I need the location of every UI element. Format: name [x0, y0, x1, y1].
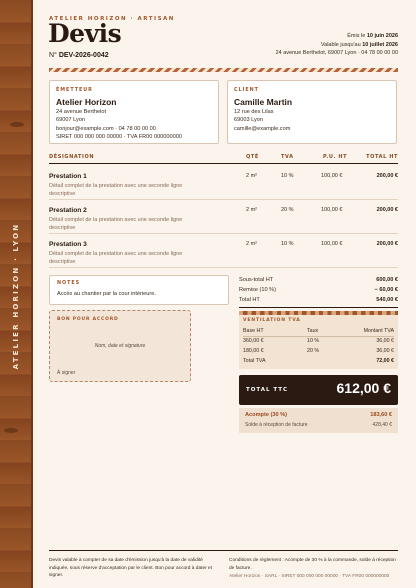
footer-validity-text: Devis valable à compter de sa date d'émission jusqu'à la date de validité indiquée, sous réserve d'acceptation par le client. Bon pour accord à dater et signer. [49, 558, 213, 578]
quote-meta [276, 32, 398, 58]
footer-payment-terms: Conditions de règlement : Acompte de 30 % à la commande, solde à réception de facture. [229, 558, 396, 571]
item-description: Détail complet de la prestation avec une seconde ligne descriptive [49, 251, 183, 265]
quote-number [49, 52, 109, 59]
item-unit-price: 100,00 € [321, 207, 343, 213]
quote-number-prefix: N° [49, 52, 57, 59]
item-description: Détail complet de la prestation avec une seconde ligne descriptive [49, 183, 183, 197]
client-label: CLIENT [234, 88, 259, 93]
issuer-line: bonjour@example.com · 04 78 00 00 00 [56, 125, 156, 132]
vat-row [243, 348, 394, 357]
item-tva: 10 % [281, 241, 294, 247]
sidebar-label: ATELIER HORIZON · LYON [12, 222, 20, 370]
notes-box [49, 275, 229, 305]
valid-date: 10 juillet 2026 [362, 41, 398, 48]
vat-amount: 36,00 € [376, 348, 394, 354]
deposit-label: Acompte (30 %) [245, 412, 287, 418]
vat-total-value: 72,00 € [376, 358, 394, 364]
client-card [227, 80, 397, 144]
vat-col-amount: Montant TVA [363, 328, 394, 334]
col-unit-price: P.U. HT [323, 154, 348, 160]
item-name: Prestation 3 [49, 241, 87, 248]
signature-hint: Nom, date et signature [94, 343, 146, 349]
client-line: 12 rue des Lilas [234, 109, 274, 115]
wood-sidebar [0, 0, 33, 588]
col-tva: TVA [281, 154, 294, 160]
item-total: 200,00 € [376, 207, 398, 213]
item-unit-price: 100,00 € [321, 241, 343, 247]
vat-breakdown [239, 311, 398, 369]
vat-rate: 10 % [307, 338, 320, 344]
issuer-line: SIRET 000 000 000 00000 · TVA FR00 000000000 [56, 134, 182, 141]
issuer-address-line: 24 avenue Berthelot, 69007 Lyon · 04 78 00 00 00 [275, 50, 398, 56]
item-qty: 2 m² [246, 173, 257, 179]
deposit-value: 183,60 € [370, 412, 392, 418]
vat-col-rate: Taux [307, 328, 319, 334]
discount-value: − 60,00 € [374, 287, 398, 293]
item-tva: 10 % [281, 173, 294, 179]
subtotal-line [239, 277, 398, 287]
footer-payment [229, 557, 398, 581]
deposit-row [245, 412, 392, 421]
signature-label: BON POUR ACCORD [57, 317, 119, 322]
item-name: Prestation 2 [49, 207, 87, 214]
vat-divider [243, 336, 394, 337]
footer [49, 550, 398, 579]
vat-base: 360,00 € [243, 338, 264, 344]
item-name: Prestation 1 [49, 173, 87, 180]
striped-divider [49, 68, 398, 72]
issuer-line: 69007 Lyon [56, 117, 86, 124]
discount-label: Remise (10 %) [239, 287, 276, 293]
col-total: TOTAL HT [366, 154, 398, 160]
quote-document [49, 0, 398, 588]
issued-date: 10 juin 2026 [366, 33, 398, 39]
item-tva: 20 % [281, 207, 294, 213]
total-ttc-label: TOTAL TTC [246, 387, 289, 393]
balance-value: 428,40 € [372, 422, 392, 428]
item-description: Détail complet de la prestation avec une seconde ligne descriptive [49, 217, 183, 231]
total-ht-label: Total HT [239, 297, 260, 303]
vat-row [243, 338, 394, 347]
table-row [49, 200, 398, 234]
col-designation: DÉSIGNATION [49, 154, 95, 160]
client-line: camille@example.com [234, 125, 291, 132]
item-qty: 2 m² [246, 241, 257, 247]
subtotal-value: 600,00 € [376, 277, 398, 283]
issuer-name: Atelier Horizon [56, 97, 117, 107]
vat-total-label: Total TVA [243, 358, 266, 364]
total-ttc-box [239, 375, 398, 405]
total-ht-value: 540,00 € [376, 297, 398, 303]
subtotal-label: Sous-total HT [239, 277, 274, 283]
balance-row [245, 422, 392, 430]
notes-text: Accès au chantier par la cour intérieure. [57, 291, 156, 297]
valid-label: Valable jusqu'au [320, 41, 361, 48]
vat-amount: 36,00 € [376, 338, 394, 344]
item-total: 200,00 € [376, 173, 398, 179]
item-unit-price: 100,00 € [321, 173, 343, 179]
brand-tagline: ATELIER HORIZON · ARTISAN [49, 16, 175, 22]
col-qty: QTÉ [246, 154, 259, 160]
client-line: 69003 Lyon [234, 117, 264, 124]
notes-label: NOTES [57, 281, 81, 286]
vat-total-row [243, 358, 394, 367]
table-row [49, 166, 398, 200]
issued-label: Émis le [347, 33, 366, 39]
wood-knot [10, 122, 24, 127]
total-ht-line [239, 297, 398, 308]
balance-label: Solde à réception de facture [245, 422, 308, 428]
issuer-line: 24 avenue Berthelot [56, 109, 107, 115]
client-name: Camille Martin [234, 97, 293, 107]
issuer-card [49, 80, 219, 144]
issuer-label: ÉMETTEUR [56, 88, 93, 93]
deposit-box [239, 408, 398, 433]
signature-box[interactable] [49, 310, 191, 382]
item-total: 200,00 € [376, 241, 398, 247]
quote-number-value: DEV-2026-0042 [58, 52, 109, 59]
item-qty: 2 m² [246, 207, 257, 213]
footer-legal: Atelier Horizon · SARL · SIRET 000 000 000 00000 · TVA FR00 000000000 [229, 574, 390, 579]
items-table-header [49, 152, 398, 164]
vat-label: VENTILATION TVA [243, 318, 301, 323]
table-row [49, 234, 398, 268]
discount-line [239, 287, 398, 297]
signature-status: À signer [57, 370, 76, 376]
vat-rate: 20 % [307, 348, 320, 354]
total-ttc-value: 612,00 € [336, 380, 391, 396]
vat-base: 180,00 € [243, 348, 264, 354]
page-title: Devis [48, 19, 122, 48]
vat-col-base: Base HT [243, 328, 264, 334]
wood-knot [4, 428, 18, 433]
